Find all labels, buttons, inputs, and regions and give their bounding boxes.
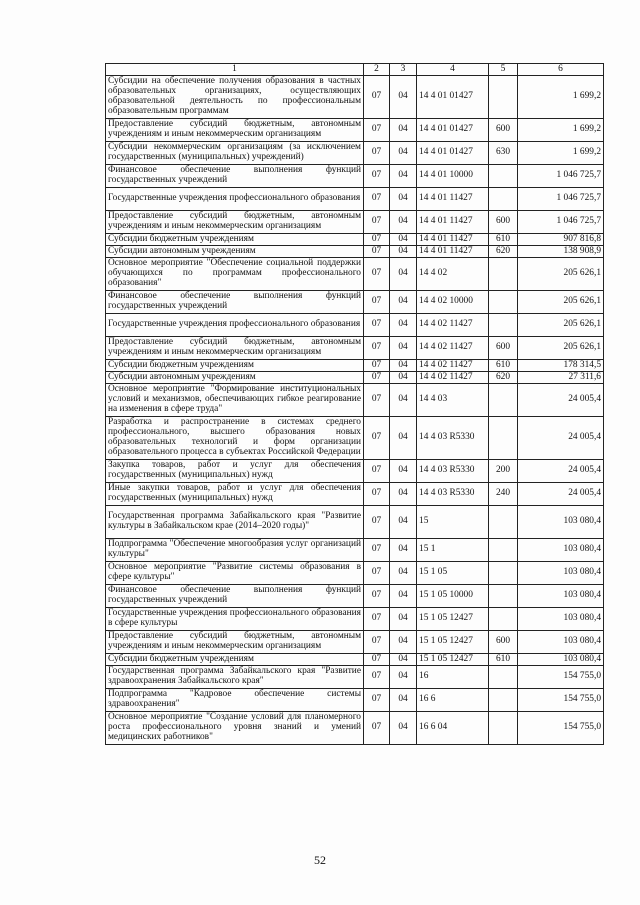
row-expense-type: [489, 165, 518, 188]
row-expense-type: 610: [489, 234, 518, 246]
row-subsection: 04: [390, 562, 417, 585]
row-target-article: 14 4 01 11427: [417, 188, 489, 211]
row-target-article: 14 4 02: [417, 258, 489, 291]
row-name: Субсидии некоммерческим организациям (за исключением государственных (муниципальных) учреждений): [106, 142, 364, 165]
row-section: 07: [364, 608, 390, 631]
row-section: 07: [364, 712, 390, 745]
row-expense-type: [489, 76, 518, 119]
row-target-article: 14 4 01 11427: [417, 234, 489, 246]
table-row: [106, 119, 604, 142]
row-section: 07: [364, 506, 390, 539]
row-target-article: 14 4 03 R5330: [417, 417, 489, 460]
column-header: 3: [390, 64, 417, 76]
row-amount: 1 699,2: [518, 76, 604, 119]
table-row: [106, 188, 604, 211]
row-amount: 103 080,4: [518, 654, 604, 666]
table-row: [106, 654, 604, 666]
row-name: Субсидии бюджетным учреждениям: [106, 654, 364, 666]
row-name: Предоставление субсидий бюджетным, автономным учреждениям и иным некоммерческим организациям: [106, 119, 364, 142]
row-amount: 205 626,1: [518, 337, 604, 360]
table-row: [106, 483, 604, 506]
row-subsection: 04: [390, 666, 417, 689]
row-target-article: 15 1 05 12427: [417, 608, 489, 631]
row-name: Основное мероприятие "Формирование институциональных условий и механизмов, обеспечивающих гибкое реагирование на изменения в сфере труда": [106, 384, 364, 417]
table-row: [106, 585, 604, 608]
row-subsection: 04: [390, 654, 417, 666]
row-expense-type: [489, 608, 518, 631]
row-expense-type: 610: [489, 654, 518, 666]
row-name: Субсидии на обеспечение получения образования в частных образовательных организациях, осуществляющих образовательной деятельность по профессиональным образовательным программам: [106, 76, 364, 119]
row-target-article: 14 4 03: [417, 384, 489, 417]
row-amount: 24 005,4: [518, 460, 604, 483]
row-target-article: 14 4 01 01427: [417, 142, 489, 165]
row-subsection: 04: [390, 142, 417, 165]
row-subsection: 04: [390, 165, 417, 188]
row-name: Подпрограмма "Кадровое обеспечение системы здравоохранения": [106, 689, 364, 712]
row-amount: 205 626,1: [518, 258, 604, 291]
row-name: Подпрограмма "Обеспечение многообразия услуг организаций культуры": [106, 539, 364, 562]
column-header: 6: [518, 64, 604, 76]
table-row: [106, 417, 604, 460]
row-subsection: 04: [390, 483, 417, 506]
row-section: 07: [364, 539, 390, 562]
row-amount: 1 699,2: [518, 142, 604, 165]
row-section: 07: [364, 631, 390, 654]
row-name: Государственные учреждения профессионального образования: [106, 188, 364, 211]
row-target-article: 16: [417, 666, 489, 689]
row-amount: 1 046 725,7: [518, 211, 604, 234]
row-expense-type: 610: [489, 360, 518, 372]
row-subsection: 04: [390, 506, 417, 539]
row-amount: 103 080,4: [518, 562, 604, 585]
row-subsection: 04: [390, 337, 417, 360]
row-amount: 103 080,4: [518, 631, 604, 654]
row-amount: 907 816,8: [518, 234, 604, 246]
table-row: [106, 165, 604, 188]
row-name: Государственные учреждения профессионального образования: [106, 314, 364, 337]
row-target-article: 15 1 05: [417, 562, 489, 585]
row-subsection: 04: [390, 246, 417, 258]
row-section: 07: [364, 142, 390, 165]
row-target-article: 14 4 02 11427: [417, 360, 489, 372]
row-target-article: 16 6: [417, 689, 489, 712]
row-amount: 154 755,0: [518, 689, 604, 712]
row-section: 07: [364, 483, 390, 506]
row-name: Основное мероприятие "Развитие системы образования в сфере культуры": [106, 562, 364, 585]
row-amount: 1 046 725,7: [518, 165, 604, 188]
row-section: 07: [364, 246, 390, 258]
table-header-row: [106, 64, 604, 76]
row-expense-type: [489, 666, 518, 689]
row-subsection: 04: [390, 372, 417, 384]
table-row: [106, 562, 604, 585]
row-subsection: 04: [390, 119, 417, 142]
row-section: 07: [364, 666, 390, 689]
column-header: 2: [364, 64, 390, 76]
table-row: [106, 211, 604, 234]
row-section: 07: [364, 654, 390, 666]
row-subsection: 04: [390, 291, 417, 314]
table-row: [106, 608, 604, 631]
row-name: Предоставление субсидий бюджетным, автономным учреждениям и иным некоммерческим организациям: [106, 337, 364, 360]
row-expense-type: [489, 417, 518, 460]
row-amount: 205 626,1: [518, 291, 604, 314]
row-section: 07: [364, 188, 390, 211]
row-expense-type: [489, 562, 518, 585]
row-target-article: 14 4 02 11427: [417, 372, 489, 384]
row-amount: 24 005,4: [518, 417, 604, 460]
row-target-article: 14 4 02 11427: [417, 314, 489, 337]
row-subsection: 04: [390, 689, 417, 712]
row-name: Разработка и распространение в системах среднего профессионального, высшего образования новых образовательных технологий и форм организации образовательного процесса в субъектах Российской Федерации: [106, 417, 364, 460]
row-subsection: 04: [390, 76, 417, 119]
row-amount: 138 908,9: [518, 246, 604, 258]
row-amount: 1 699,2: [518, 119, 604, 142]
row-subsection: 04: [390, 417, 417, 460]
table-row: [106, 460, 604, 483]
row-subsection: 04: [390, 234, 417, 246]
row-section: 07: [364, 372, 390, 384]
row-target-article: 14 4 03 R5330: [417, 460, 489, 483]
row-name: Финансовое обеспечение выполнения функций государственных учреждений: [106, 291, 364, 314]
row-expense-type: 600: [489, 119, 518, 142]
row-target-article: 14 4 01 01427: [417, 76, 489, 119]
row-target-article: 14 4 03 R5330: [417, 483, 489, 506]
row-expense-type: [489, 689, 518, 712]
row-name: Субсидии бюджетным учреждениям: [106, 360, 364, 372]
row-name: Иные закупки товаров, работ и услуг для обеспечения государственных (муниципальных) нужд: [106, 483, 364, 506]
row-section: 07: [364, 76, 390, 119]
row-expense-type: 620: [489, 246, 518, 258]
row-amount: 178 314,5: [518, 360, 604, 372]
row-section: 07: [364, 360, 390, 372]
row-section: 07: [364, 291, 390, 314]
table-row: [106, 666, 604, 689]
row-section: 07: [364, 384, 390, 417]
row-name: Государственные учреждения профессионального образования в сфере культуры: [106, 608, 364, 631]
row-target-article: 15 1: [417, 539, 489, 562]
table-row: [106, 291, 604, 314]
table-row: [106, 142, 604, 165]
row-section: 07: [364, 460, 390, 483]
row-subsection: 04: [390, 314, 417, 337]
row-expense-type: 600: [489, 337, 518, 360]
row-target-article: 15 1 05 12427: [417, 631, 489, 654]
row-section: 07: [364, 234, 390, 246]
table-row: [106, 314, 604, 337]
row-target-article: 14 4 01 11427: [417, 211, 489, 234]
row-subsection: 04: [390, 608, 417, 631]
row-amount: 154 755,0: [518, 712, 604, 745]
column-header: 4: [417, 64, 489, 76]
row-expense-type: 600: [489, 211, 518, 234]
row-amount: 154 755,0: [518, 666, 604, 689]
row-expense-type: 200: [489, 460, 518, 483]
row-expense-type: [489, 188, 518, 211]
column-header: 5: [489, 64, 518, 76]
row-amount: 27 311,6: [518, 372, 604, 384]
row-expense-type: 600: [489, 631, 518, 654]
row-target-article: 14 4 02 10000: [417, 291, 489, 314]
row-subsection: 04: [390, 188, 417, 211]
row-section: 07: [364, 165, 390, 188]
table-row: [106, 506, 604, 539]
row-name: Субсидии автономным учреждениям: [106, 246, 364, 258]
row-section: 07: [364, 119, 390, 142]
row-target-article: 16 6 04: [417, 712, 489, 745]
row-amount: 103 080,4: [518, 539, 604, 562]
row-amount: 103 080,4: [518, 608, 604, 631]
row-target-article: 14 4 02 11427: [417, 337, 489, 360]
row-expense-type: [489, 384, 518, 417]
row-expense-type: [489, 258, 518, 291]
row-amount: 205 626,1: [518, 314, 604, 337]
page-number: 52: [314, 853, 326, 867]
row-name: Основное мероприятие "Создание условий для планомерного роста профессионального уровня знаний и умений медицинских работников": [106, 712, 364, 745]
row-name: Закупка товаров, работ и услуг для обеспечения государственных (муниципальных) нужд: [106, 460, 364, 483]
row-section: 07: [364, 689, 390, 712]
row-name: Предоставление субсидий бюджетным, автономным учреждениям и иным некоммерческим организациям: [106, 631, 364, 654]
row-expense-type: 630: [489, 142, 518, 165]
row-target-article: 15: [417, 506, 489, 539]
table-row: [106, 234, 604, 246]
row-name: Субсидии бюджетным учреждениям: [106, 234, 364, 246]
row-name: Финансовое обеспечение выполнения функций государственных учреждений: [106, 165, 364, 188]
row-expense-type: [489, 712, 518, 745]
row-subsection: 04: [390, 258, 417, 291]
row-expense-type: 240: [489, 483, 518, 506]
row-subsection: 04: [390, 539, 417, 562]
column-header: 1: [106, 64, 364, 76]
table-row: [106, 631, 604, 654]
table-row: [106, 337, 604, 360]
row-amount: 24 005,4: [518, 384, 604, 417]
row-section: 07: [364, 211, 390, 234]
row-section: 07: [364, 562, 390, 585]
row-expense-type: [489, 585, 518, 608]
row-amount: 103 080,4: [518, 506, 604, 539]
row-section: 07: [364, 314, 390, 337]
row-expense-type: [489, 291, 518, 314]
table-row: [106, 712, 604, 745]
row-name: Основное мероприятие "Обеспечение социальной поддержки обучающихся по программам профессионального образования": [106, 258, 364, 291]
row-subsection: 04: [390, 585, 417, 608]
row-name: Субсидии автономным учреждениям: [106, 372, 364, 384]
row-section: 07: [364, 337, 390, 360]
row-subsection: 04: [390, 360, 417, 372]
table-row: [106, 76, 604, 119]
row-expense-type: [489, 314, 518, 337]
table-row: [106, 360, 604, 372]
row-subsection: 04: [390, 460, 417, 483]
table-row: [106, 539, 604, 562]
row-section: 07: [364, 585, 390, 608]
row-section: 07: [364, 258, 390, 291]
row-target-article: 14 4 01 11427: [417, 246, 489, 258]
row-amount: 103 080,4: [518, 585, 604, 608]
row-section: 07: [364, 417, 390, 460]
row-name: Государственная программа Забайкальского края "Развитие здравоохранения Забайкальского края": [106, 666, 364, 689]
budget-table: [105, 63, 604, 745]
row-amount: 24 005,4: [518, 483, 604, 506]
table-row: [106, 372, 604, 384]
row-target-article: 14 4 01 10000: [417, 165, 489, 188]
row-subsection: 04: [390, 631, 417, 654]
row-amount: 1 046 725,7: [518, 188, 604, 211]
row-expense-type: [489, 506, 518, 539]
row-expense-type: 620: [489, 372, 518, 384]
table-row: [106, 689, 604, 712]
row-name: Предоставление субсидий бюджетным, автономным учреждениям и иным некоммерческим организациям: [106, 211, 364, 234]
row-subsection: 04: [390, 384, 417, 417]
row-expense-type: [489, 539, 518, 562]
row-subsection: 04: [390, 211, 417, 234]
table-row: [106, 258, 604, 291]
row-name: Государственная программа Забайкальского края "Развитие культуры в Забайкальском крае (2014–2020 годы)": [106, 506, 364, 539]
row-name: Финансовое обеспечение выполнения функций государственных учреждений: [106, 585, 364, 608]
row-target-article: 15 1 05 12427: [417, 654, 489, 666]
row-subsection: 04: [390, 712, 417, 745]
table-row: [106, 246, 604, 258]
row-target-article: 14 4 01 01427: [417, 119, 489, 142]
row-target-article: 15 1 05 10000: [417, 585, 489, 608]
table-row: [106, 384, 604, 417]
